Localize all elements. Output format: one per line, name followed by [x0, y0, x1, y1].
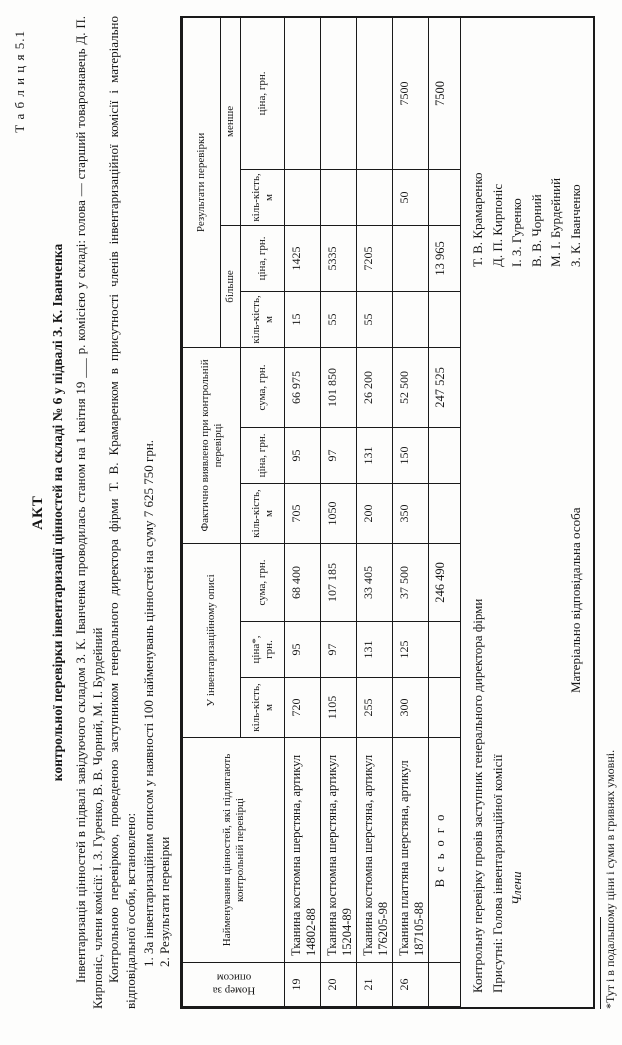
table-row	[321, 17, 357, 1006]
cell-act-sum: 66 975	[285, 347, 321, 427]
table-row	[285, 17, 321, 1006]
signature-label	[546, 267, 566, 993]
cell-more-price: 13 965	[429, 225, 461, 291]
col-sub-more: більше	[221, 225, 241, 347]
cell-act-qty	[429, 483, 461, 543]
total-row	[429, 17, 461, 1006]
cell-less-qty	[321, 169, 357, 225]
cell-act-qty: 200	[357, 483, 393, 543]
col-header-inv-sum: сума, грн.	[241, 543, 285, 621]
col-header-number: Номер за описом	[183, 963, 285, 1007]
cell-inv-qty: 255	[357, 678, 393, 738]
footnote-rule	[600, 917, 601, 1009]
cell-act-sum: 247 525	[429, 347, 461, 427]
cell-number: 19	[285, 963, 321, 1007]
table-row	[393, 17, 429, 1006]
table-frame	[180, 16, 595, 1009]
cell-less-qty	[285, 169, 321, 225]
cell-more-price: 7205	[357, 225, 393, 291]
doc-subtitle: контрольної перевірки інвентаризації цінностей на складі № 6 у підвалі З. К. Іванченка	[50, 243, 65, 782]
table-row	[357, 17, 393, 1006]
point-1: 1. За інвентаризаційним описом у наявності 100 найменувань цінностей на суму 7 625 750 грн.	[140, 439, 156, 967]
doc-title: АКТ	[30, 495, 46, 530]
cell-act-sum: 26 200	[357, 347, 393, 427]
signature-row	[566, 32, 586, 993]
cell-more-qty: 55	[357, 291, 393, 347]
cell-name: Тканина костюмна шерстяна, артикул 14802-88	[285, 738, 321, 963]
col-header-more-price: ціна, грн.	[241, 225, 285, 291]
cell-inv-sum: 37 500	[393, 543, 429, 621]
col-header-name: Найменування цінностей, які підлягають контрольній перевірці	[183, 738, 285, 963]
signature-row	[488, 32, 508, 993]
cell-act-sum: 101 850	[321, 347, 357, 427]
cell-inv-price: 131	[357, 622, 393, 678]
footnote-text: *Тут і в подальшому ціни і суми в гривнях умовні.	[603, 749, 618, 1009]
cell-inv-sum: 33 405	[357, 543, 393, 621]
col-sub-less: менше	[221, 17, 241, 225]
cell-act-qty: 1050	[321, 483, 357, 543]
cell-less-price	[285, 17, 321, 169]
cell-act-price: 95	[285, 427, 321, 483]
col-header-more-qty: кіль-кість, м	[241, 291, 285, 347]
signature-name: І. З. Гуренко	[509, 198, 525, 267]
cell-inv-price: 97	[321, 622, 357, 678]
signature-name: Д. П. Кирпоніс	[489, 183, 505, 267]
signature-row	[546, 32, 566, 993]
cell-act-qty: 705	[285, 483, 321, 543]
cell-less-qty: 50	[393, 169, 429, 225]
cell-inv-sum: 68 400	[285, 543, 321, 621]
cell-inv-sum: 246 490	[429, 543, 461, 621]
col-header-inv-qty: кіль-кість, м	[241, 678, 285, 738]
col-header-act-sum: сума, грн.	[241, 347, 285, 427]
cell-inv-qty	[429, 678, 461, 738]
signature-name: Т. В. Крамаренко	[470, 172, 486, 267]
cell-inv-price	[429, 622, 461, 678]
footnote	[600, 16, 618, 1009]
cell-more-price: 1425	[285, 225, 321, 291]
signature-label: Матеріально відповідальна особа	[567, 507, 583, 693]
cell-inv-qty: 720	[285, 678, 321, 738]
cell-more-qty: 15	[285, 291, 321, 347]
signature-label: Члени	[509, 871, 525, 905]
cell-less-price: 7500	[429, 17, 461, 169]
table-caption: Т а б л и ц я 5.1	[12, 30, 27, 133]
cell-number: 20	[321, 963, 357, 1007]
signature-row	[507, 32, 527, 993]
col-group-actual: Фактично виявлено при контрольній перевірці	[183, 347, 241, 543]
cell-more-price: 5335	[321, 225, 357, 291]
signature-name: В. В. Чорний	[528, 194, 544, 267]
cell-more-qty: 55	[321, 291, 357, 347]
cell-less-qty	[429, 169, 461, 225]
cell-number: 21	[357, 963, 393, 1007]
cell-name: Тканина платтяна шерстяна, артикул 187105-88	[393, 738, 429, 963]
cell-inv-price: 125	[393, 622, 429, 678]
cell-inv-sum: 107 185	[321, 543, 357, 621]
cell-act-price	[429, 427, 461, 483]
signature-row	[527, 32, 547, 993]
total-label: В с ь о г о	[429, 738, 461, 963]
point-2: 2. Результати перевірки	[157, 836, 173, 967]
cell-act-price: 131	[357, 427, 393, 483]
cell-inv-qty: 1105	[321, 678, 357, 738]
col-header-less-price: ціна, грн.	[241, 17, 285, 169]
cell-number: 26	[393, 963, 429, 1007]
col-header-inv-price: ціна*, грн.	[241, 622, 285, 678]
signature-label: Контрольну перевірку провів заступник генерального директора фірми	[470, 598, 486, 993]
cell-more-qty	[393, 291, 429, 347]
cell-name: Тканина костюмна шерстяна, артикул 15204-89	[321, 738, 357, 963]
cell-name: Тканина костюмна шерстяна, артикул 176205-98	[357, 738, 393, 963]
signature-row	[468, 32, 488, 993]
cell-act-price: 150	[393, 427, 429, 483]
col-header-act-price: ціна, грн.	[241, 427, 285, 483]
intro-points	[141, 16, 175, 1009]
signature-name: З. К. Іванченко	[567, 184, 583, 267]
signature-label	[527, 267, 547, 993]
cell-less-price	[321, 17, 357, 169]
signature-block	[461, 18, 593, 1007]
intro-paragraph-1: Інвентаризація цінностей в підвалі завідуючого складом З. К. Іванченка проводилась станом на 1 квітня 19 ___ р. комісією у складі: голова — старший товарознавець Д. П. Кирпоніс, члени комісії: І. З. Гуренко, В. В. Чорний, М. І. Бурдейний	[73, 16, 105, 1009]
col-header-less-qty: кіль-кість, м	[241, 169, 285, 225]
col-group-inventory: У інвентаризаційному описі	[183, 543, 241, 737]
cell-more-price	[393, 225, 429, 291]
cell-inv-qty: 300	[393, 678, 429, 738]
signature-name: М. І. Бурдейний	[548, 177, 564, 267]
inventory-table	[182, 17, 461, 1007]
cell-less-price	[357, 17, 393, 169]
cell-act-price: 97	[321, 427, 357, 483]
cell-number	[429, 963, 461, 1007]
col-group-results: Результати перевірки	[183, 17, 221, 347]
intro-paragraph-2: Контрольною перевіркою, проведеною заступником генерального директора фірми Т. В. Крамаренком в присутності членів інвентаризаційної комісії і матеріально відповідальної особи, встановлено:	[106, 16, 138, 1009]
cell-less-qty	[357, 169, 393, 225]
cell-act-qty: 350	[393, 483, 429, 543]
cell-less-price: 7500	[393, 17, 429, 169]
cell-act-sum: 52 500	[393, 347, 429, 427]
col-header-act-qty: кіль-кість, м	[241, 483, 285, 543]
cell-more-qty	[429, 291, 461, 347]
cell-inv-price: 95	[285, 622, 321, 678]
signature-label: Присутні: Голова інвентаризаційної комісії	[489, 754, 505, 993]
